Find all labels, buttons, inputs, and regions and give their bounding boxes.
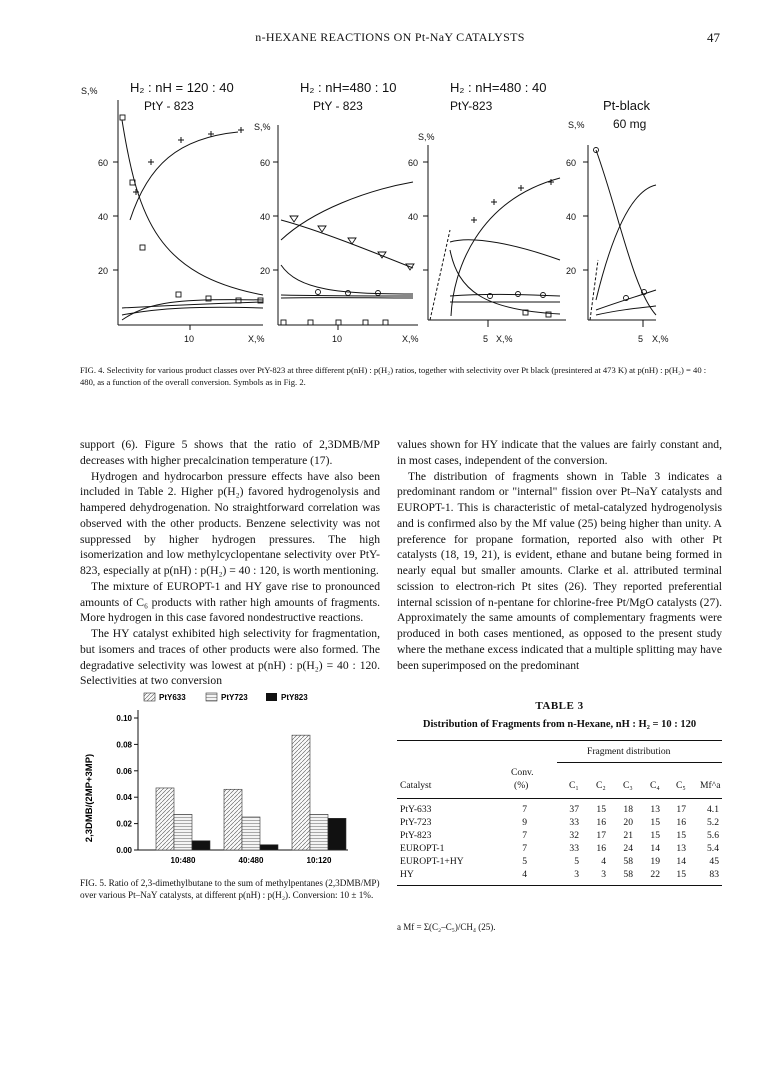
bar-pty823-1 (260, 845, 278, 850)
table-catalyst-header: Catalyst (400, 780, 432, 791)
table-3-footnote: a Mf = Σ(C₂–C₅)/CH₄ (25). (397, 922, 496, 932)
cell-c1: 33 (569, 843, 579, 854)
fig5-ytick-label: 0.10 (116, 714, 132, 723)
panel1-xtick-10: 10 (184, 334, 195, 344)
cell-c1: 33 (569, 817, 579, 828)
cell-conv: 4 (522, 869, 527, 880)
panel1-title-line2: PtY - 823 (144, 99, 194, 113)
cell-conv: 9 (522, 817, 527, 828)
legend-label-pty633: PtY633 (159, 693, 186, 702)
cell-conv: 5 (522, 856, 527, 867)
table-row (397, 830, 722, 842)
cell-c5: 16 (676, 817, 686, 828)
panel4-y-unit: S,% (568, 120, 585, 130)
cell-mf: 5.2 (707, 817, 719, 828)
cell-c2: 15 (596, 804, 606, 815)
cell-mf: 5.4 (707, 843, 719, 854)
fig5-ytick-label: 0.00 (116, 846, 132, 855)
figure-4 (78, 70, 718, 360)
table-row (397, 843, 722, 855)
cell-c3: 58 (623, 869, 633, 880)
cell-c1: 32 (569, 830, 579, 841)
cell-c5: 14 (676, 856, 686, 867)
right-paragraph-1: values shown for HY indicate that the values are fairly constant and, in most cases, independent of the conversion. (397, 438, 722, 467)
figure-4-caption: FIG. 4. Selectivity for various product classes over PtY-823 at three different p(nH) : p(H₂) ratios, together with selectivity over Pt black (presintered at 473 K) at p(nH) : p(H₂) = 40 : 480, as a function of the overall conversion. Symbols as in Fig. 2. (80, 365, 707, 387)
cell-c1: 37 (569, 804, 579, 815)
cell-catalyst: EUROPT-1+HY (400, 856, 464, 867)
cell-c3: 20 (623, 817, 633, 828)
cell-mf: 4.1 (707, 804, 719, 815)
cell-mf: 83 (709, 869, 719, 880)
panel3-ytick-60: 60 (408, 158, 419, 168)
page-number: 47 (707, 30, 720, 45)
table-3-title: Distribution of Fragments from n-Hexane, nH : H₂ = 10 : 120 (422, 719, 697, 730)
panel3-title-line1: H₂ : nH=480 : 40 (450, 80, 547, 95)
table-c3-header: C₃ (623, 780, 633, 791)
panel1-ytick-60: 60 (98, 158, 109, 168)
cell-c2: 4 (601, 856, 606, 867)
panel2-title-line2: PtY - 823 (313, 99, 363, 113)
panel4-ytick-60: 60 (566, 158, 577, 168)
right-text-column (397, 437, 722, 673)
table-c1-header: C₁ (569, 780, 579, 791)
panel4-title-line2: 60 mg (613, 117, 647, 131)
cell-c5: 13 (676, 843, 686, 854)
table-bottom-rule (397, 885, 722, 886)
panel2-xtick-10: 10 (332, 334, 343, 344)
panel3-title-line2: PtY-823 (450, 99, 493, 113)
cell-c4: 22 (650, 869, 660, 880)
panel3-x-unit: X,% (496, 334, 513, 344)
panel2-ytick-20: 20 (260, 266, 271, 276)
table-3-label: TABLE 3 (535, 700, 584, 712)
panel4-title-line1: Pt-black (603, 98, 650, 113)
table-conv-header-2: (%) (514, 780, 529, 791)
legend-label-pty823: PtY823 (281, 693, 308, 702)
fig5-category-label: 10:480 (170, 856, 196, 865)
cell-c3: 18 (623, 804, 633, 815)
table-conv-header-1: Conv. (511, 767, 534, 778)
cell-catalyst: PtY-633 (400, 804, 432, 815)
cell-catalyst: PtY-723 (400, 817, 432, 828)
cell-c5: 15 (676, 830, 686, 841)
right-paragraph-2: The distribution of fragments shown in Table 3 indicates a predominant random or "internal" fission over Pt–NaY catalysts and EUROPT-1. This is characteristic of metal-catalyzed hydrogenolysis and is confirmed also by the Mf value (25) being higher than unity. A preference for propane formation, reported also with other Pt catalysts (18, 19, 21), is evident, ethane and butane being formed in nearly equal but smaller amounts. Clarke et al. attributed terminal scission to electron-rich Pt sites (26). They reported preferential internal scission of n-pentane for chlorine-free Pt/MgO catalysts (27). Approximately the same amounts of complementary fragments were produced in both cases mentioned, as opposed to the present study where the methane excess indicated that a multiple splitting may have been superimposed on the predominant (397, 469, 722, 672)
left-paragraph-1: support (6). Figure 5 shows that the ratio of 2,3DMB/MP decreases with higher precalcination temperature (17). (80, 438, 380, 467)
left-paragraph-4: The HY catalyst exhibited high selectivity for fragmentation, but isomers and traces of other products were also formed. The degradative selectivity was lowest at p(nH) : p(H₂) = 40 : 120. Selectivities at two conversion (80, 627, 380, 688)
panel3-y-unit: S,% (418, 132, 435, 142)
cell-conv: 7 (522, 830, 527, 841)
cell-catalyst: EUROPT-1 (400, 843, 445, 854)
legend-label-pty723: PtY723 (221, 693, 248, 702)
running-title: n-HEXANE REACTIONS ON Pt-NaY CATALYSTS (255, 30, 525, 44)
panel3-xtick-5: 5 (483, 334, 489, 344)
legend-swatch-pty633 (144, 693, 155, 701)
panel2-ytick-60: 60 (260, 158, 271, 168)
cell-conv: 7 (522, 843, 527, 854)
cell-c3: 24 (623, 843, 633, 854)
cell-conv: 7 (522, 804, 527, 815)
cell-c5: 15 (676, 869, 686, 880)
cell-c2: 16 (596, 843, 606, 854)
bar-pty823-0 (192, 841, 210, 850)
panel2-x-unit: X,% (402, 334, 419, 344)
cell-catalyst: PtY-823 (400, 830, 432, 841)
cell-c2: 3 (601, 869, 606, 880)
table-row (397, 804, 722, 816)
panel1-y-unit: S,% (81, 86, 98, 96)
cell-c2: 16 (596, 817, 606, 828)
left-text-column (80, 437, 380, 689)
cell-c3: 58 (623, 856, 633, 867)
panel1-ytick-20: 20 (98, 266, 109, 276)
cell-c1: 3 (574, 869, 579, 880)
cell-c4: 15 (650, 830, 660, 841)
panel1-ytick-40: 40 (98, 212, 109, 222)
bar-pty723-0 (174, 814, 192, 850)
bar-pty633-1 (224, 789, 242, 850)
table-c4-header: C₄ (650, 780, 660, 791)
cell-c1: 5 (574, 856, 579, 867)
panel4-ytick-40: 40 (566, 212, 577, 222)
bar-pty723-1 (242, 817, 260, 850)
panel2-y-unit: S,% (254, 122, 271, 132)
fig5-ytick-label: 0.02 (116, 819, 132, 829)
panel1-x-unit: X,% (248, 334, 265, 344)
table-group-header: Fragment distribution (587, 746, 671, 757)
fig5-category-label: 10:120 (306, 856, 332, 865)
bar-pty823-2 (328, 818, 346, 850)
bar-pty633-2 (292, 735, 310, 850)
panel4-x-unit: X,% (652, 334, 669, 344)
cell-c5: 17 (676, 804, 686, 815)
cell-mf: 45 (709, 856, 719, 867)
fig5-y-label: 2,3DMB/(2MP+3MP) (84, 753, 95, 843)
panel1-title-line1: H₂ : nH = 120 : 40 (130, 80, 234, 95)
legend-swatch-pty723 (206, 693, 217, 701)
table-group-rule (557, 762, 722, 763)
fig5-ytick-label: 0.06 (116, 766, 132, 776)
cell-mf: 5.6 (707, 830, 719, 841)
figure-5-chart (78, 690, 388, 875)
cell-c3: 21 (623, 830, 633, 841)
cell-c2: 17 (596, 830, 606, 841)
table-mf-header: Mf^a (700, 780, 721, 791)
panel4-xtick-5: 5 (638, 334, 644, 344)
table-top-rule (397, 740, 722, 741)
left-paragraph-3: The mixture of EUROPT-1 and HY gave rise to pronounced amounts of C₆ products with rather high amounts of fragments. More hydrogen in this case favored nondestructive reactions. (80, 579, 380, 625)
bar-pty723-2 (310, 814, 328, 850)
figure-5-caption: FIG. 5. Ratio of 2,3-dimethylbutane to the sum of methylpentanes (2,3DMB/MP) over various Pt–NaY catalysts, at different p(nH) : p(H₂). Conversion: 10 ± 1%. (80, 878, 380, 900)
panel2-ytick-40: 40 (260, 212, 271, 222)
table-c2-header: C₂ (596, 780, 606, 791)
panel2-title-line1: H₂ : nH=480 : 10 (300, 80, 397, 95)
cell-c4: 19 (650, 856, 660, 867)
table-row (397, 817, 722, 829)
bar-pty633-0 (156, 788, 174, 850)
fig5-ytick-label: 0.08 (116, 740, 132, 750)
cell-c4: 14 (650, 843, 660, 854)
panel4-ytick-20: 20 (566, 266, 577, 276)
fig5-category-label: 40:480 (238, 856, 264, 865)
table-row (397, 856, 722, 868)
table-header-rule (397, 798, 722, 799)
cell-catalyst: HY (400, 869, 414, 880)
left-paragraph-2: Hydrogen and hydrocarbon pressure effects have also been included in Table 2. Higher p(H₂) favored hydrogenolysis and hampered dehydrogenation. No straightforward correlation was observed with the other products. Benzene selectivity was not suppressed by higher hydrogen pressures. The high isomerization and low methylcyclopentane selectivity over PtY-823, especially at p(nH) : p(H₂) = 40 : 120, is worth mentioning. (80, 469, 380, 578)
cell-c4: 15 (650, 817, 660, 828)
legend-swatch-pty823 (266, 693, 277, 701)
table-row (397, 869, 722, 881)
fig5-ytick-label: 0.04 (116, 793, 132, 803)
table-c5-header: C₅ (676, 780, 686, 791)
panel3-ytick-40: 40 (408, 212, 419, 222)
cell-c4: 13 (650, 804, 660, 815)
